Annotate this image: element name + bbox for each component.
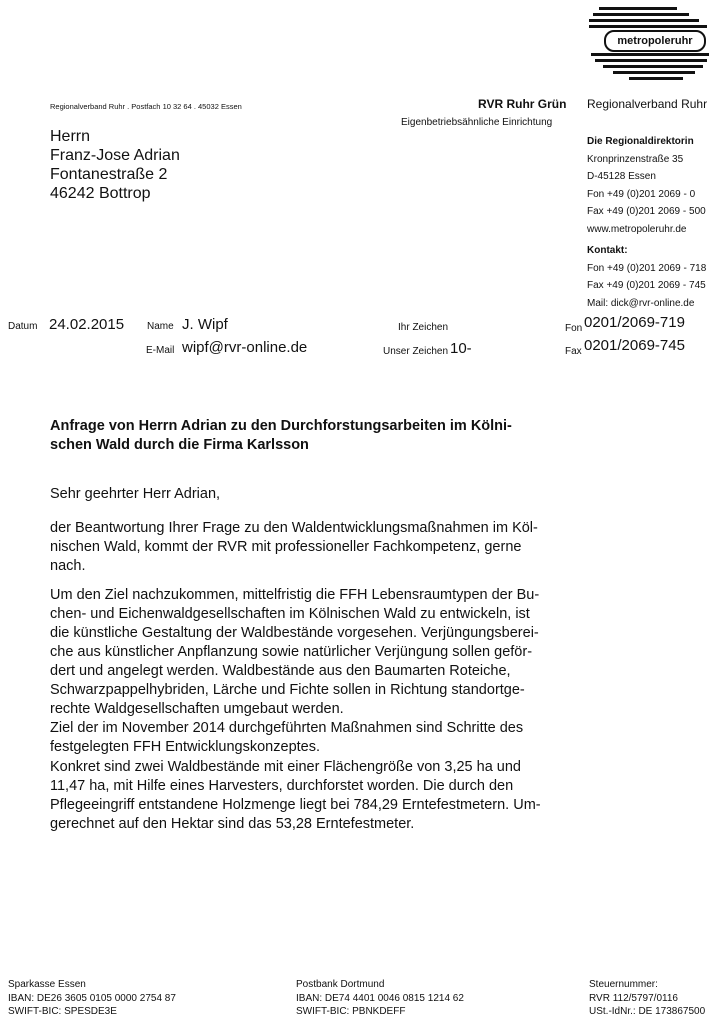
text-line: festgelegten FFH Entwicklungskonzeptes.	[50, 739, 320, 755]
text-line: 11,47 ha, mit Hilfe eines Harvesters, durchforstet worden. Die durch den	[50, 778, 514, 794]
kontakt-title: Kontakt:	[587, 245, 628, 256]
recipient-line: 46242 Bottrop	[50, 185, 151, 202]
recipient-line: Herrn	[50, 128, 91, 145]
ihr-zeichen-label: Ihr Zeichen	[398, 322, 449, 333]
email-value: wipf@rvr-online.de	[182, 339, 308, 356]
regionaldirektorin-title: Die Regionaldirektorin	[587, 136, 694, 147]
unser-zeichen-label: Unser Zeichen	[383, 346, 449, 357]
name-value: J. Wipf	[182, 316, 228, 333]
footer-line: Steuernummer:	[589, 979, 658, 990]
contact-line: Fax +49 (0)201 2069 - 500	[587, 206, 706, 217]
text-line: chen- und Eichenwaldgesellschaften im Kölnischen Wald zu entwickeln, ist	[50, 606, 530, 622]
footer-tax	[589, 978, 705, 1019]
text-line: der Beantwortung Ihrer Frage zu den Waldentwicklungsmaßnahmen im Köl-	[50, 520, 538, 536]
paragraph-1	[50, 519, 555, 576]
kontakt-line: Fon +49 (0)201 2069 - 718	[587, 262, 707, 274]
contact-line: Fon +49 (0)201 2069 - 0	[587, 188, 696, 200]
contact-block	[587, 133, 706, 312]
kontakt-line: Mail: dick@rvr-online.de	[587, 297, 695, 309]
text-line: rechte Waldgesellschaften umgebaut werden.	[50, 701, 344, 717]
subject-line: schen Wald durch die Firma Karlsson	[50, 437, 309, 453]
fon-value: 0201/2069-719	[584, 314, 685, 331]
footer-line: Sparkasse Essen	[8, 979, 86, 990]
paragraph-2	[50, 586, 555, 757]
regionalverband-ruhr: Regionalverband Ruhr	[587, 97, 708, 111]
fon-label: Fon	[565, 323, 583, 334]
footer-line: SWIFT-BIC: SPESDE3E	[8, 1006, 117, 1017]
fax-value: 0201/2069-745	[584, 337, 685, 354]
text-line: Ziel der im November 2014 durchgeführten Maßnahmen sind Schritte des	[50, 720, 524, 736]
metropoleruhr-logo: metropoleruhr	[604, 30, 706, 52]
datum-label: Datum	[8, 321, 38, 332]
footer-line: SWIFT-BIC: PBNKDEFF	[296, 1006, 406, 1017]
footer-line: IBAN: DE26 3605 0105 0000 2754 87	[8, 992, 176, 1004]
eigenbetrieb-label: Eigenbetriebsähnliche Einrichtung	[401, 117, 553, 128]
text-line: che aus künstlicher Anpflanzung sowie natürlicher Verjüngung sollen geför-	[50, 644, 533, 660]
text-line: dert und angelegt werden. Waldbestände aus den Baumarten Roteiche,	[50, 663, 511, 679]
text-line: Schwarzpappelhybriden, Lärche und Fichte sollen in Richtung standortge-	[50, 682, 525, 698]
recipient-line: Franz-Jose Adrian	[50, 147, 180, 164]
kontakt-line: Fax +49 (0)201 2069 - 745	[587, 280, 706, 291]
unser-zeichen-value: 10-	[450, 340, 472, 357]
contact-line: www.metropoleruhr.de	[587, 223, 687, 235]
paragraph-3	[50, 758, 555, 834]
footer-line: Postbank Dortmund	[296, 979, 385, 990]
rvr-ruhr-gruen: RVR Ruhr Grün	[478, 97, 567, 111]
recipient-address	[50, 127, 180, 203]
salutation: Sehr geehrter Herr Adrian,	[50, 486, 221, 502]
subject-line: Anfrage von Herrn Adrian zu den Durchforstungsarbeiten im Kölni-	[50, 418, 512, 434]
datum-value: 24.02.2015	[49, 316, 125, 333]
text-line: die künstliche Gestaltung der Waldbestände vorgesehen. Verjüngungsberei-	[50, 625, 539, 641]
text-line: Pflegeeingriff entstandene Holzmenge liegt bei 784,29 Erntefestmetern. Um-	[50, 797, 541, 813]
footer-bank-1	[8, 978, 176, 1019]
subject	[50, 417, 512, 455]
footer-line: IBAN: DE74 4401 0046 0815 1214 62	[296, 992, 464, 1004]
fax-label: Fax	[565, 346, 582, 357]
text-line: gerechnet auf den Hektar sind das 53,28 Erntefestmeter.	[50, 816, 415, 832]
footer-line: RVR 112/5797/0116	[589, 992, 678, 1004]
contact-line: D-45128 Essen	[587, 171, 656, 182]
text-line: nischen Wald, kommt der RVR mit professioneller Fachkompetenz, gerne	[50, 539, 522, 555]
footer-line: USt.-IdNr.: DE 173867500	[589, 1006, 706, 1017]
contact-line: Kronprinzenstraße 35	[587, 153, 684, 165]
recipient-line: Fontanestraße 2	[50, 166, 168, 183]
text-line: Konkret sind zwei Waldbestände mit einer Flächengröße von 3,25 ha und	[50, 759, 521, 775]
name-label: Name	[147, 321, 174, 332]
text-line: Um den Ziel nachzukommen, mittelfristig die FFH Lebensraumtypen der Bu-	[50, 587, 540, 603]
email-label: E-Mail	[146, 345, 175, 356]
sender-line: Regionalverband Ruhr . Postfach 10 32 64 . 45032 Essen	[50, 102, 242, 111]
text-line: nach.	[50, 558, 86, 574]
footer-bank-2	[296, 978, 464, 1019]
